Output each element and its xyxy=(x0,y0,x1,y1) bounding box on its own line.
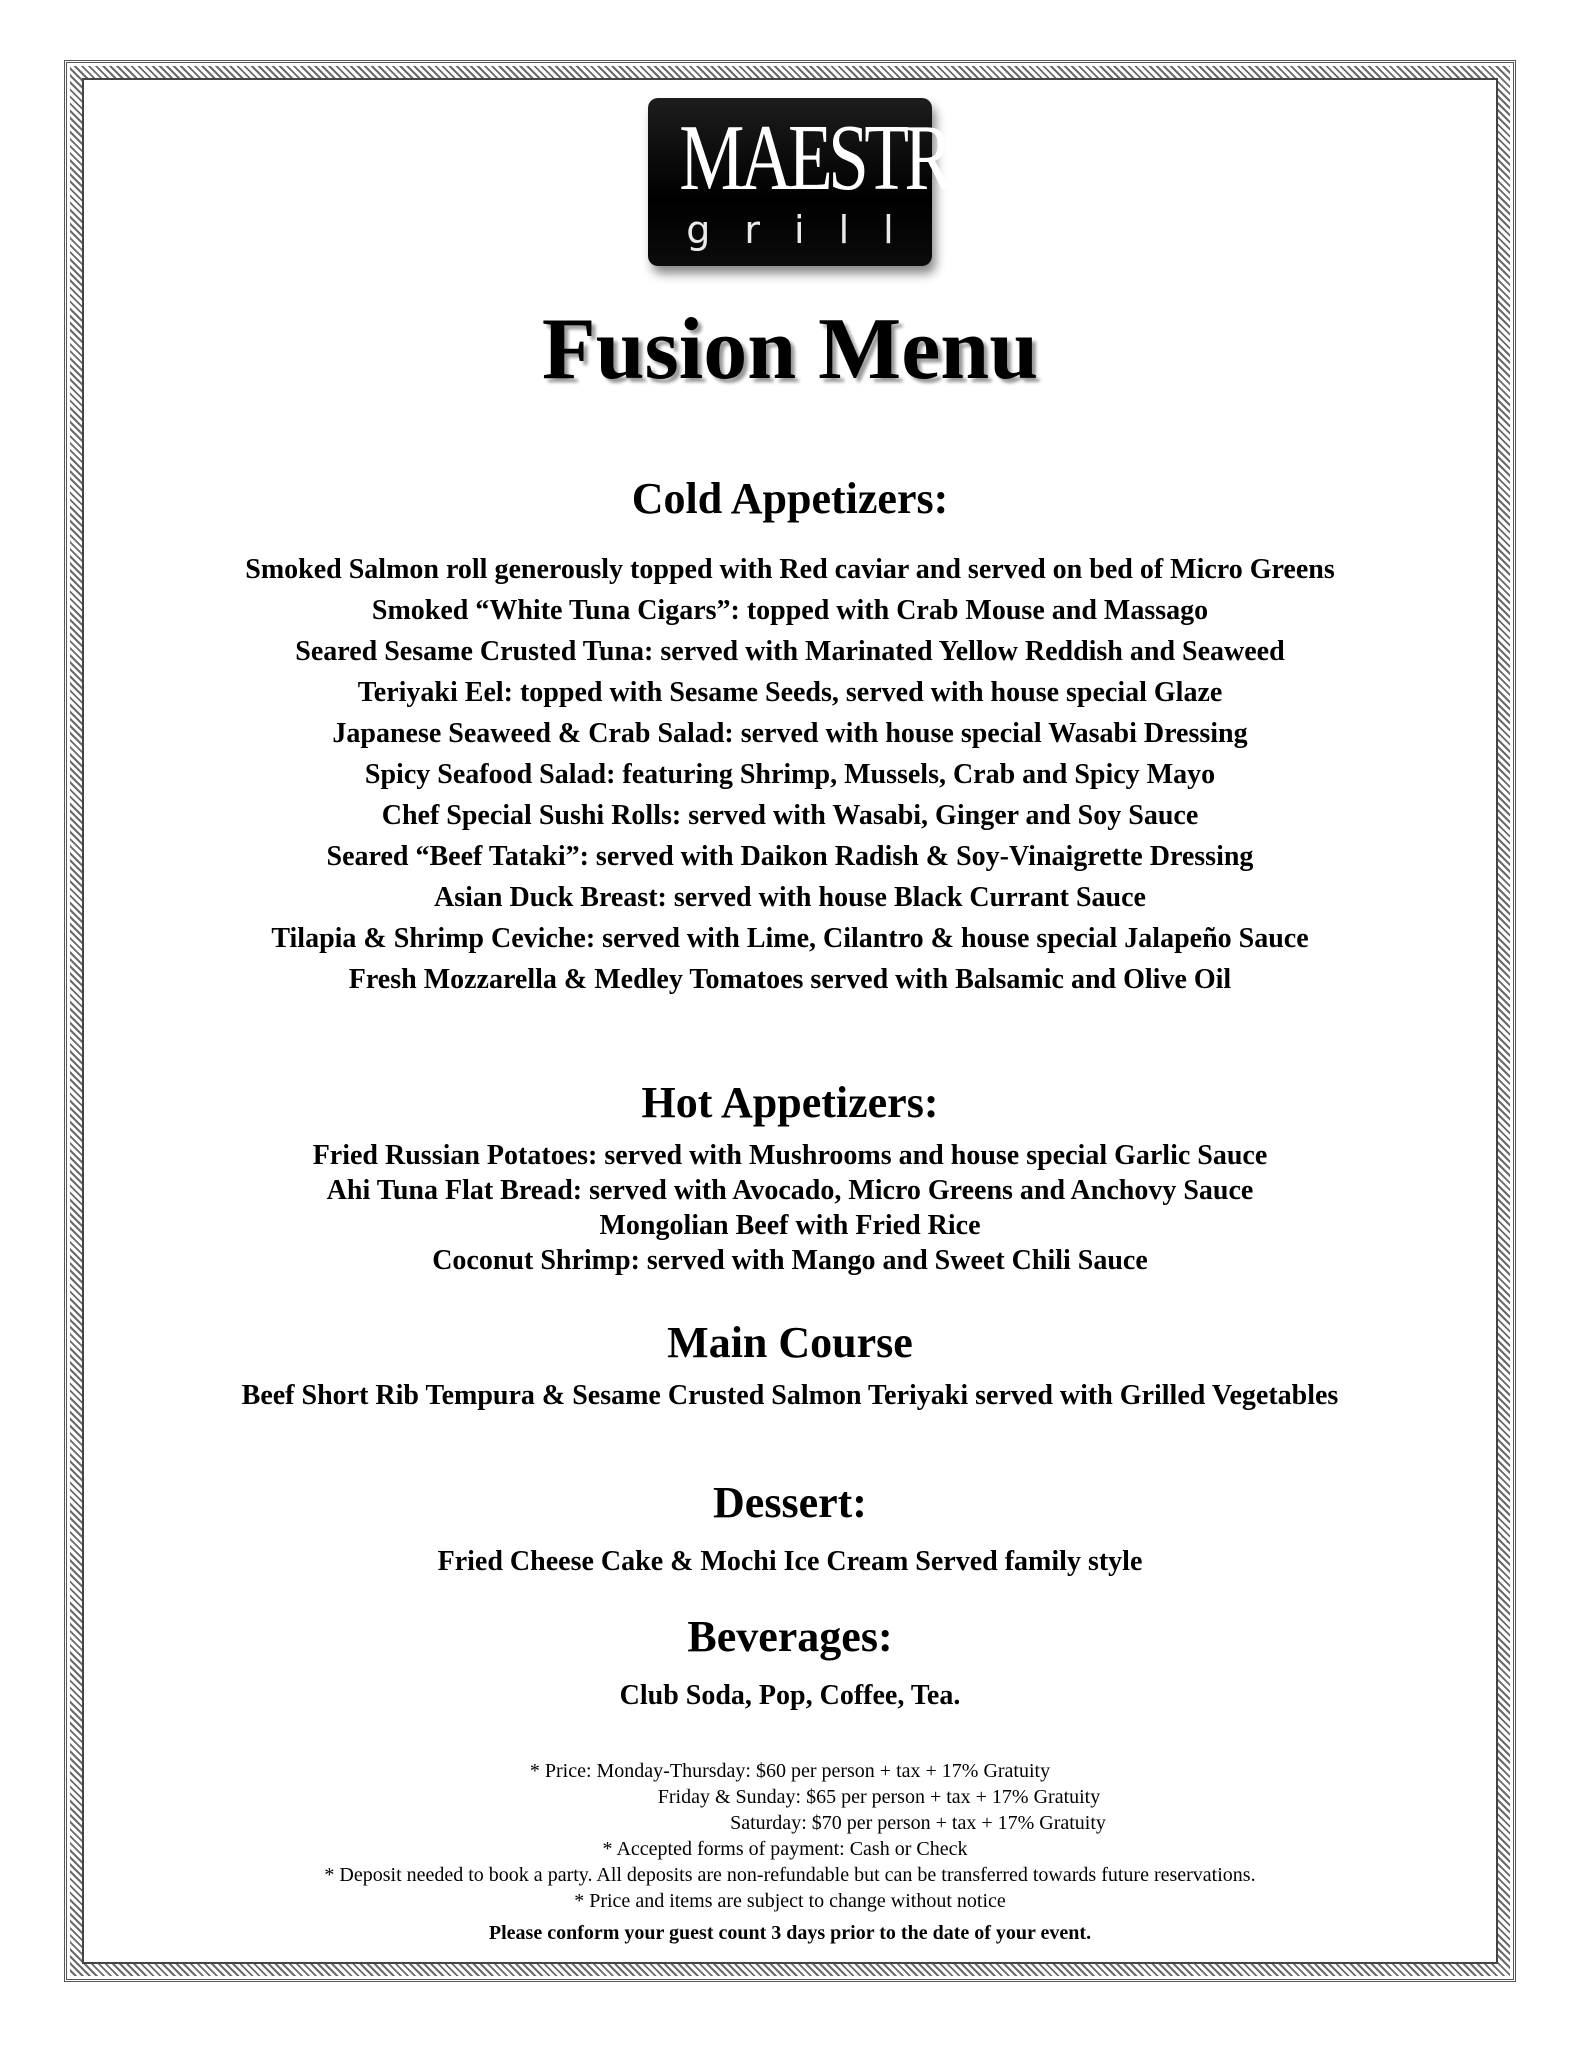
dessert-list xyxy=(82,1544,1498,1579)
list-item: Tilapia & Shrimp Ceviche: served with Lime, Cilantro & house special Jalapeño Sauce xyxy=(271,923,1309,954)
list-item: Ahi Tuna Flat Bread: served with Avocado, Micro Greens and Anchovy Sauce xyxy=(326,1175,1254,1206)
confirm-note: Please conform your guest count 3 days prior to the date of your event. xyxy=(488,1922,1092,1944)
hot-appetizers-heading: Hot Appetizers: xyxy=(641,1078,939,1127)
menu-title: Fusion Menu xyxy=(541,301,1039,398)
cold-appetizers-list xyxy=(82,552,1498,1003)
list-item: Fresh Mozzarella & Medley Tomatoes served with Balsamic and Olive Oil xyxy=(348,964,1232,995)
list-item: Club Soda, Pop, Coffee, Tea. xyxy=(619,1680,961,1711)
cold-appetizers-heading: Cold Appetizers: xyxy=(631,474,949,523)
list-item: Teriyaki Eel: topped with Sesame Seeds, served with house special Glaze xyxy=(357,677,1223,708)
list-item: Seared Sesame Crusted Tuna: served with Marinated Yellow Reddish and Seaweed xyxy=(295,636,1285,667)
pricing-footer xyxy=(82,1758,1498,1946)
list-item: Fried Cheese Cake & Mochi Ice Cream Served family style xyxy=(437,1546,1143,1577)
logo-subtext: grill xyxy=(686,208,928,252)
price-fri-sun: Friday & Sunday: $65 per person + tax + 17% Gratuity xyxy=(657,1786,1101,1808)
beverages-heading: Beverages: xyxy=(687,1612,893,1661)
menu-page xyxy=(82,78,1498,1964)
list-item: Chef Special Sushi Rolls: served with Wasabi, Ginger and Soy Sauce xyxy=(381,800,1199,831)
dessert-heading: Dessert: xyxy=(713,1478,867,1527)
list-item: Asian Duck Breast: served with house Black Currant Sauce xyxy=(434,882,1146,913)
logo-wordmark: MAESTRO xyxy=(679,106,997,210)
list-item: Spicy Seafood Salad: featuring Shrimp, Mussels, Crab and Spicy Mayo xyxy=(364,759,1216,790)
list-item: Coconut Shrimp: served with Mango and Sweet Chili Sauce xyxy=(432,1245,1148,1276)
list-item: Smoked “White Tuna Cigars”: topped with Crab Mouse and Massago xyxy=(371,595,1209,626)
list-item: Japanese Seaweed & Crab Salad: served with house special Wasabi Dressing xyxy=(332,718,1248,749)
payment-note: * Accepted forms of payment: Cash or Check xyxy=(602,1838,968,1860)
maestro-grill-logo xyxy=(648,98,997,266)
list-item: Fried Russian Potatoes: served with Mushrooms and house special Garlic Sauce xyxy=(312,1140,1268,1171)
hot-appetizers-list xyxy=(82,1138,1498,1278)
list-item: Seared “Beef Tataki”: served with Daikon Radish & Soy-Vinaigrette Dressing xyxy=(326,841,1254,872)
main-course-heading: Main Course xyxy=(667,1318,913,1367)
list-item: Mongolian Beef with Fried Rice xyxy=(599,1210,981,1241)
price-mon-thu: * Price: Monday-Thursday: $60 per person + tax + 17% Gratuity xyxy=(529,1760,1051,1782)
main-course-list xyxy=(82,1378,1498,1413)
deposit-note: * Deposit needed to book a party. All deposits are non-refundable but can be transferred towards future reservations. xyxy=(324,1864,1256,1886)
change-notice: * Price and items are subject to change without notice xyxy=(574,1890,1006,1912)
beverages-list xyxy=(82,1678,1498,1713)
list-item: Beef Short Rib Tempura & Sesame Crusted Salmon Teriyaki served with Grilled Vegetables xyxy=(241,1380,1339,1411)
list-item: Smoked Salmon roll generously topped with Red caviar and served on bed of Micro Greens xyxy=(245,554,1335,585)
price-sat: Saturday: $70 per person + tax + 17% Gratuity xyxy=(730,1812,1106,1834)
